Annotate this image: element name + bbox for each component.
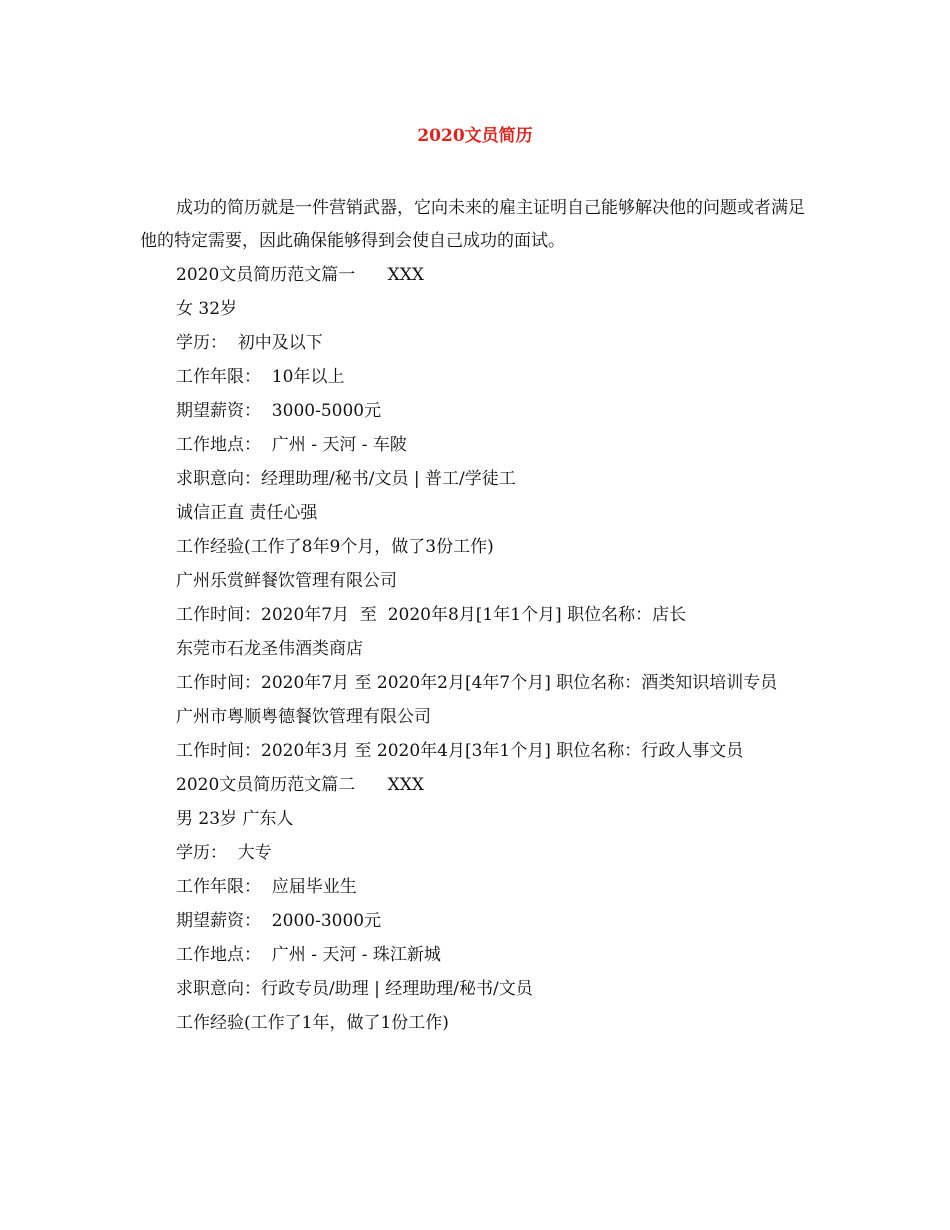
work-experience-summary: 工作经验(工作了8年9个月，做了3份工作) [176,537,494,557]
expected-salary: 期望薪资： 3000-5000元 [176,401,382,421]
education: 学历： 大专 [176,843,272,863]
work-years: 工作年限： 10年以上 [176,367,345,387]
work-period: 工作时间：2020年7月 至 2020年8月[1年1个月] 职位名称：店长 [176,605,687,625]
work-location: 工作地点： 广州 - 天河 - 车陂 [176,435,407,455]
job-intention: 求职意向：经理助理/秘书/文员 | 普工/学徒工 [176,469,516,489]
gender-age: 女 32岁 [176,299,238,319]
intro-paragraph: 成功的简历就是一件营销武器，它向未来的雇主证明自己能够解决他的问题或者满足他的特定需要，因此确保能够得到会使自己成功的面试。 [140,198,805,251]
work-period: 工作时间：2020年7月 至 2020年2月[4年7个月] 职位名称：酒类知识培训专员 [176,673,778,693]
gender-age: 男 23岁 广东人 [176,809,294,829]
self-evaluation: 诚信正直 责任心强 [176,503,318,523]
company-name: 广州市粤顺粤德餐饮管理有限公司 [176,707,431,727]
work-experience-summary: 工作经验(工作了1年，做了1份工作) [176,1013,449,1033]
resume-content [140,258,815,1040]
company-name: 东莞市石龙圣伟酒类商店 [176,639,363,659]
section-heading-2: 2020文员简历范文篇二 XXX [176,775,424,795]
job-intention: 求职意向：行政专员/助理 | 经理助理/秘书/文员 [176,979,533,999]
expected-salary: 期望薪资： 2000-3000元 [176,911,382,931]
company-name: 广州乐赏鲜餐饮管理有限公司 [176,571,397,591]
work-period: 工作时间：2020年3月 至 2020年4月[3年1个月] 职位名称：行政人事文员 [176,741,744,761]
education: 学历： 初中及以下 [176,333,323,353]
work-location: 工作地点： 广州 - 天河 - 珠江新城 [176,945,441,965]
section-heading-1: 2020文员简历范文篇一 XXX [176,265,424,285]
work-years: 工作年限： 应届毕业生 [176,877,357,897]
document-title: 2020文员简历 [417,126,533,146]
